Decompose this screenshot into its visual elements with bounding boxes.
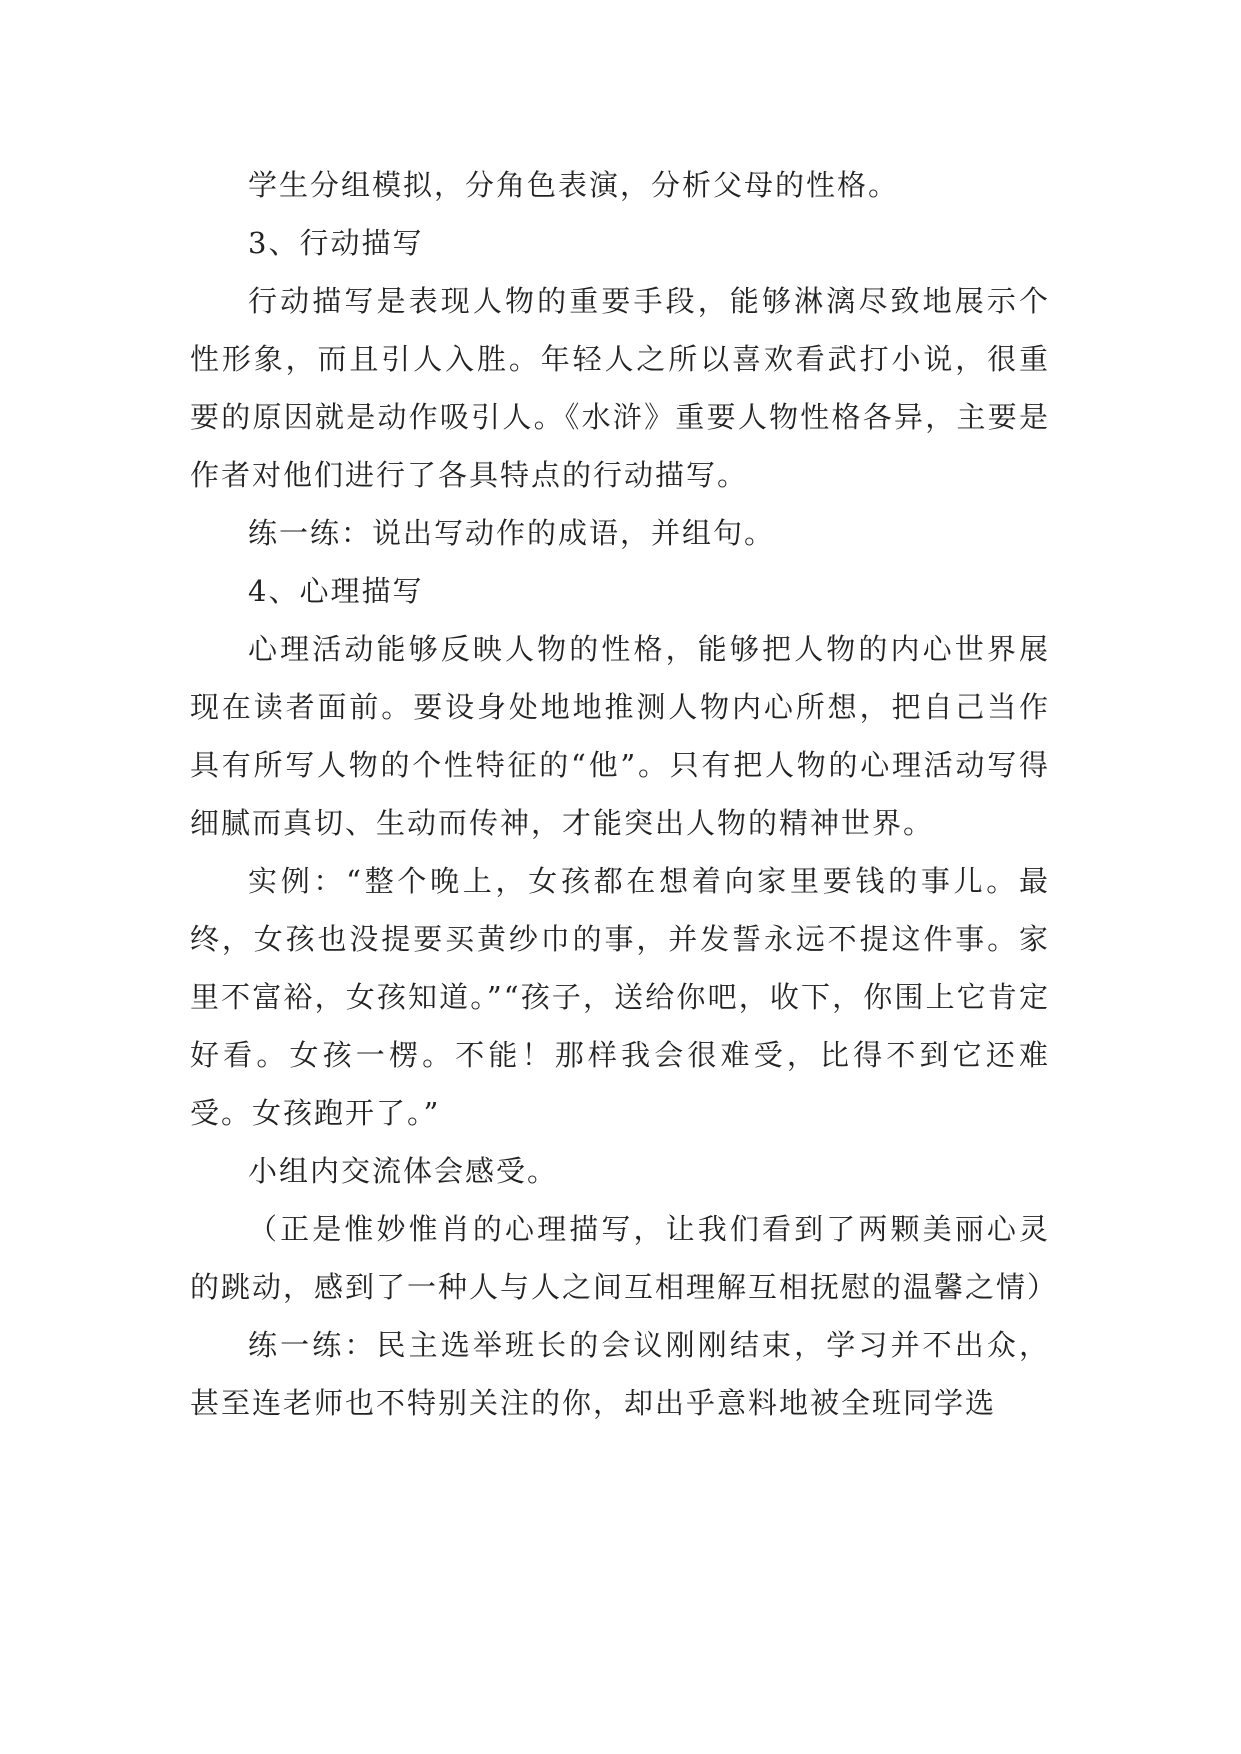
paragraph-example: 实例：“整个晚上，女孩都在想着向家里要钱的事儿。最终，女孩也没提要买黄纱巾的事，并发誓永远不提这件事。家里不富裕，女孩知道。”“孩子，送给你吧，收下，你围上它肯定好看。女孩一楞。不能！那样我会很难受，比得不到它还难受。女孩跑开了。” bbox=[190, 864, 1050, 1130]
exercise-class-monitor: 练一练：民主选举班长的会议刚刚结束，学习并不出众，甚至连老师也不特别关注的你，却出乎意料地被全班同学选 bbox=[190, 1328, 1050, 1420]
heading-psychological-description: 4、心理描写 bbox=[248, 574, 424, 608]
exercise-action-idioms: 练一练：说出写动作的成语，并组句。 bbox=[248, 516, 776, 550]
paragraph-commentary: （正是惟妙惟肖的心理描写，让我们看到了两颗美丽心灵的跳动，感到了一种人与人之间互相理解互相抚慰的温馨之情） bbox=[190, 1212, 1059, 1304]
paragraph-action-description: 行动描写是表现人物的重要手段，能够淋漓尽致地展示个性形象，而且引人入胜。年轻人之所以喜欢看武打小说，很重要的原因就是动作吸引人。《水浒》重要人物性格各异，主要是作者对他们进行了各具特点的行动描写。 bbox=[190, 284, 1050, 492]
document-body bbox=[190, 156, 1059, 1432]
heading-action-description: 3、行动描写 bbox=[248, 226, 424, 260]
paragraph-group-discussion: 小组内交流体会感受。 bbox=[248, 1154, 559, 1188]
paragraph-roleplay: 学生分组模拟，分角色表演，分析父母的性格。 bbox=[248, 168, 900, 202]
paragraph-psychological-description: 心理活动能够反映人物的性格，能够把人物的内心世界展现在读者面前。要设身处地地推测人物内心所想，把自己当作具有所写人物的个性特征的“他”。只有把人物的心理活动写得细腻而真切、生动而传神，才能突出人物的精神世界。 bbox=[190, 632, 1050, 840]
